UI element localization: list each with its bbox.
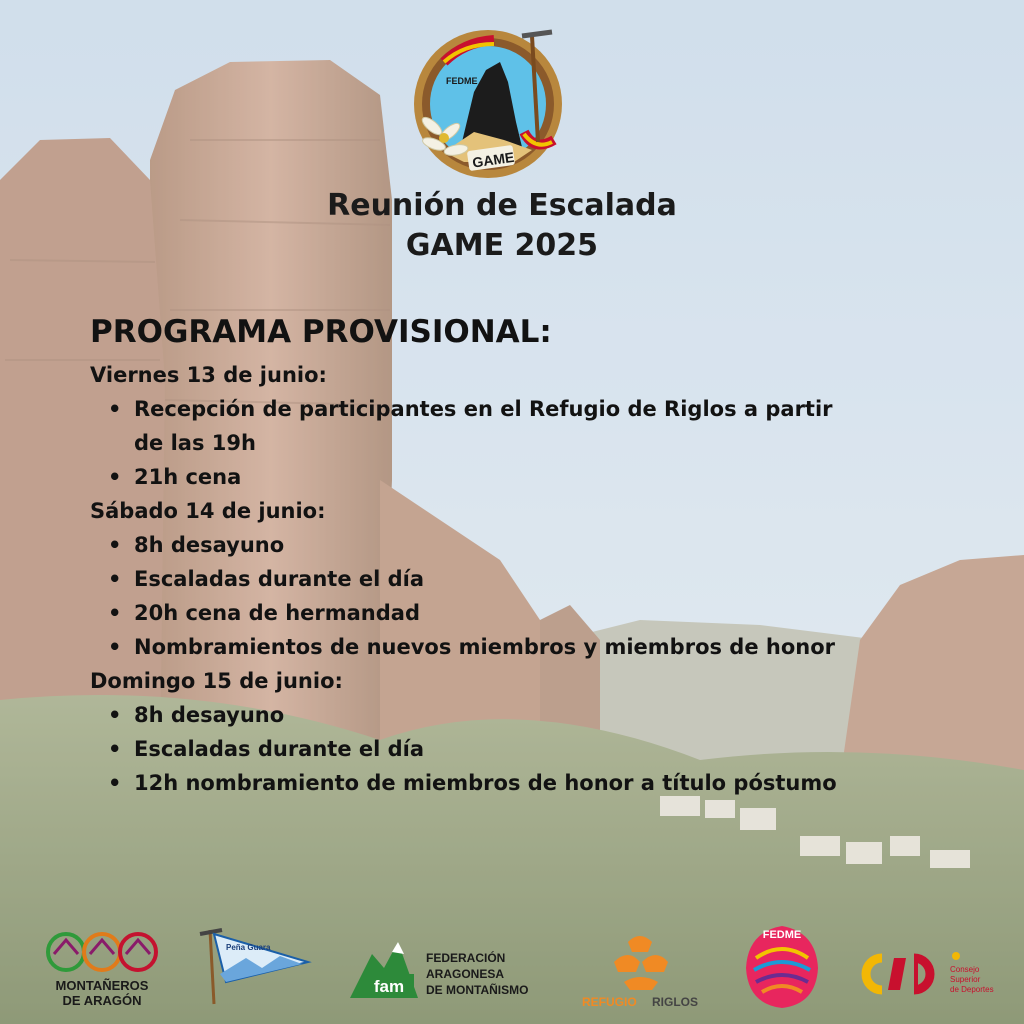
- event-title: [0, 186, 1004, 266]
- list-item: • Escaladas durante el día: [134, 732, 850, 766]
- fam-line1: FEDERACIÓN: [426, 951, 506, 965]
- list-item: • 8h desayuno: [134, 528, 850, 562]
- fam-line2: ARAGONESA: [426, 967, 505, 981]
- list-item: • Recepción de participantes en el Refugio de Riglos a partir de las 19h: [134, 392, 850, 460]
- fam-abbr: fam: [373, 977, 405, 996]
- logo-text-game: GAME: [471, 148, 516, 171]
- montaneros-de-aragon-logo: [44, 924, 160, 1010]
- day-items-list: [90, 528, 850, 664]
- day-label: Domingo 15 de junio:: [90, 669, 343, 693]
- fam-line3: DE MONTAÑISMO: [426, 983, 529, 997]
- sponsor-logos: [0, 920, 1024, 1016]
- game-logo: [404, 22, 576, 184]
- event-title-line1: Reunión de Escalada: [327, 188, 677, 223]
- logo-text-fedme: FEDME: [446, 76, 478, 86]
- program-title: PROGRAMA PROVISIONAL:: [90, 314, 552, 350]
- event-title-line2: GAME 2025: [405, 228, 599, 263]
- refugio-riglos-logo: [580, 928, 704, 1010]
- day-label: Viernes 13 de junio:: [90, 363, 327, 387]
- refugio-text-part2: RIGLOS: [652, 995, 699, 1009]
- csd-line3: de Deportes: [950, 985, 994, 994]
- list-item: • Nombramientos de nuevos miembros y miembros de honor: [134, 630, 850, 664]
- montaneros-line1: MONTAÑEROS: [55, 978, 149, 993]
- pena-guara-text: Peña Guara: [226, 943, 271, 952]
- pena-guara-logo: [196, 926, 312, 1006]
- fam-logo: [348, 934, 548, 1004]
- csd-line2: Superior: [950, 975, 981, 984]
- refugio-text-part1: REFUGIO: [582, 995, 637, 1009]
- program-section: [90, 312, 850, 800]
- list-item: • 8h desayuno: [134, 698, 850, 732]
- day-label: Sábado 14 de junio:: [90, 499, 326, 523]
- fedme-logo: [742, 920, 822, 1012]
- csd-line1: Consejo: [950, 965, 980, 974]
- list-item: • Escaladas durante el día: [134, 562, 850, 596]
- day-items-list: [90, 392, 850, 494]
- csd-logo: [854, 950, 1004, 1000]
- montaneros-line2: DE ARAGÓN: [62, 993, 142, 1008]
- fedme-text: FEDME: [762, 929, 802, 941]
- list-item: • 20h cena de hermandad: [134, 596, 850, 630]
- day-items-list: [90, 698, 850, 800]
- list-item: • 21h cena: [134, 460, 850, 494]
- list-item: • 12h nombramiento de miembros de honor a título póstumo: [134, 766, 850, 800]
